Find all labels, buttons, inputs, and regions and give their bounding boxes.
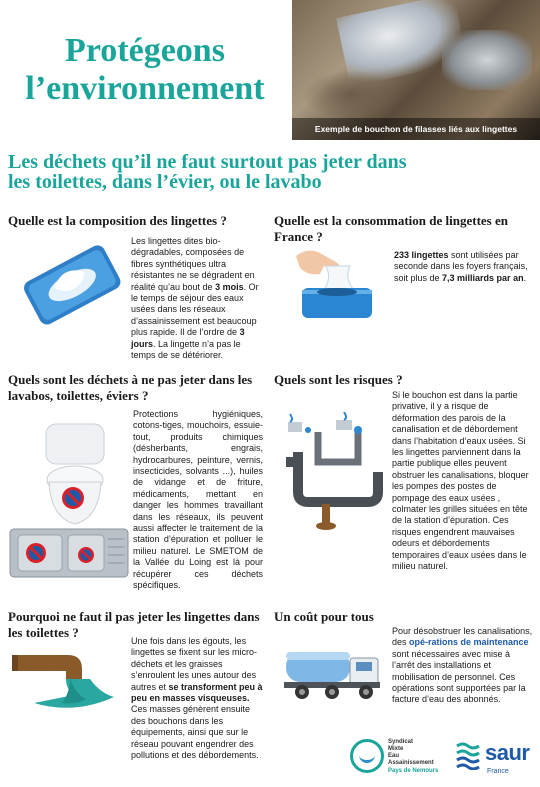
wipes-pack-icon: [15, 240, 125, 330]
section-title-why: Pourquoi ne faut il pas jeter les lingettes dans les toilettes ?: [8, 609, 260, 640]
saur-country: France: [487, 768, 509, 775]
saur-logo: [455, 738, 540, 783]
headline: [8, 152, 528, 192]
consumption-text: 233 lingettes sont utilisées par seconde dans les foyers français, soit plus de 7,3 milliards par an.: [394, 250, 528, 283]
waste-text: Protections hygiéniques, cotons-tiges, mouchoirs, essuie-tout, produits chimiques (désherbants, engrais, hydrocarbures, peinture, vernis, insecticides, solvants ...), huiles de vidange et de friture, médicaments, mettant en danger les hommes travaillant dans les réseaux, ils peuvent aussi affecter le traitement de la station d’épuration et polluer le milieu naturel. Le SMETOM de la Vallée du Loing est là pour récupérer ces déchets spécifiques.: [133, 409, 263, 591]
clog-photo: [292, 0, 540, 140]
syndicat-region: Pays de Nemours: [388, 768, 439, 774]
sewer-outflow-icon: [10, 645, 125, 715]
saur-name: saur: [485, 740, 530, 765]
section-title-cost: Un coût pour tous: [274, 609, 374, 624]
saur-wave-icon: [455, 740, 481, 770]
vacuum-truck-icon: [280, 640, 385, 705]
photo-caption: Exemple de bouchon de filasses liés aux lingettes: [292, 118, 540, 140]
syndicat-logo: [350, 735, 450, 780]
syndicat-emblem-icon: [350, 739, 384, 773]
page-title: [0, 0, 290, 140]
cost-text: Pour désobstruer les canalisations, des opé-rations de maintenance sont nécessaires avec mise à l’arrêt des installations et mobilisation de personnel. Ces opérations sont supportées par la facture d’eau des abonnés.: [392, 626, 533, 705]
risks-text: Si le bouchon est dans la partie privative, il y a risque de déformation des parois de la canalisation et de débordement dans l’habitation d’eaux usées. Si les lingettes parviennent dans la partie publique elles peuvent obstruer les canalisations, bloquer les pompes des postes de pompage des eaux usées , colmater les grilles situées en tête de la station d’épuration. Ces risques engendrent mauvaises odeurs et débordements temporaires d’eaux usées dans le milieu naturel.: [392, 390, 529, 572]
toilet-icon: [40, 420, 110, 530]
photo-detail: [302, 70, 402, 120]
section-title-risks: Quels sont les risques ?: [274, 372, 403, 387]
section-title-composition: Quelle est la composition des lingettes ?: [8, 213, 227, 228]
page-title-line1: Protégeons: [65, 32, 225, 69]
page-title-line2: l’environnement: [25, 70, 265, 107]
syndicat-name: Syndicat Mixte Eau Assainissement: [388, 739, 434, 766]
headline-line1: Les déchets qu’il ne faut surtout pas jeter dans: [8, 151, 407, 173]
sink-icon: [8, 525, 130, 581]
composition-text: Les lingettes dites bio-dégradables, composées de fibres synthétiques ultra résistantes ne se dégradent en réalité qu’au bout de 3 mois. Or le temps de séjour des eaux usées dans les réseaux d’assainissement est beaucoup plus rapide. Il de l’ordre de 3 jours. La lingette n’a pas le temps de se détériorer.: [131, 236, 259, 361]
why-text: Une fois dans les égouts, les lingettes se fixent sur les micro-déchets et les graisses s’enroulent les unes autour des autres et se transforment peu à peu en masses visqueuses. Ces masses génèrent ensuite des bouchons dans les équipements, ainsi que sur le réseau pouvant engendrer des pollutions et des débordements.: [131, 636, 263, 761]
pipe-network-icon: [278, 412, 388, 532]
headline-line2: les toilettes, dans l’évier, ou le lavabo: [8, 171, 322, 193]
section-title-waste: Quels sont les déchets à ne pas jeter dans les lavabos, toilettes, éviers ?: [8, 372, 253, 403]
hand-pulling-wipe-icon: [288, 246, 378, 326]
section-title-consumption: Quelle est la consommation de lingettes en France ?: [274, 213, 508, 244]
photo-detail: [442, 30, 532, 90]
